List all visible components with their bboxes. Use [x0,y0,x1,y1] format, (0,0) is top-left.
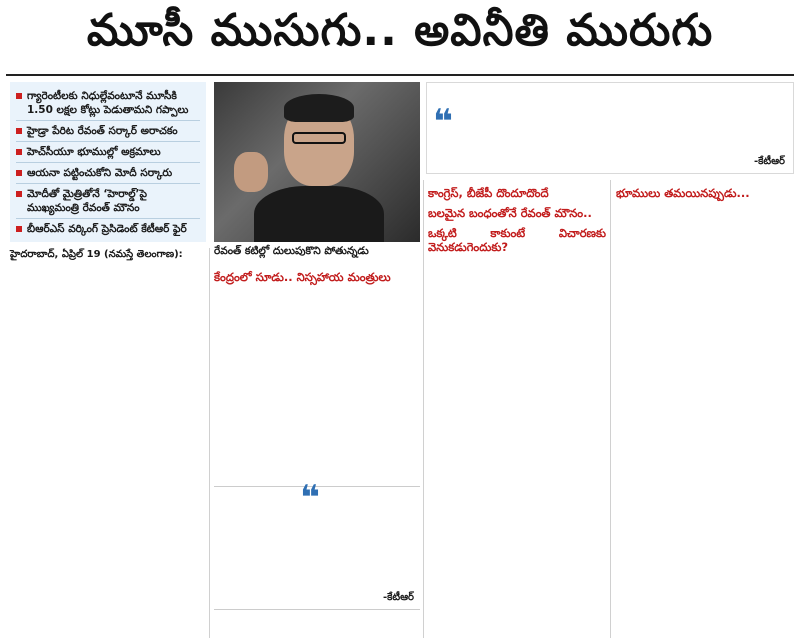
photo-body-shape [254,186,384,242]
bullet-item [16,86,200,121]
photo-glasses-shape [292,132,346,144]
column-1 [10,248,206,638]
column-divider [423,180,424,638]
photo-hand-shape [234,152,268,192]
bullet-item [16,163,200,184]
bullet-marker-icon [16,170,22,176]
bullet-text: గ్యారెంటీలకు నిధుల్లేవంటూనే మూసీకి 1.50 లక్షల కోట్లు పెడుతామని గప్పాలు [27,90,189,116]
bullet-item [16,121,200,142]
column-divider [209,248,210,638]
article-dateline: హైదరాబాద్, ఏప్రిల్ 19 (నమస్తే తెలంగాణ): [10,249,183,260]
bullet-marker-icon [16,191,22,197]
page-headline: మూసీ ముసుగు.. అవినీతి మురుగు [86,5,714,56]
bullet-item [16,184,200,219]
inline-quote-author: -కేటీఆర్ [382,592,414,603]
photo-hair-shape [284,94,354,122]
bullet-points-box [10,82,206,242]
bullet-text: మోదీతో మైత్రితోనే ‘హెరాల్డ్’పై ముఖ్యమంత్రి రేవంత్ మౌనం [27,188,147,214]
section-subhead: కేంద్రంలో సూడు.. నిస్సహాయ మంత్రులు [214,270,391,284]
bullet-text: హెచ్‌సీయూ భూముల్లో అక్రమాలు [27,146,161,158]
bullet-text: హైడ్రా పేరిట రేవంత్ సర్కార్ అరాచకం [27,125,178,137]
bullet-marker-icon [16,93,22,99]
bullet-marker-icon [16,149,22,155]
bullet-marker-icon [16,226,22,232]
section-subhead: బలమైన బంధంతోనే రేవంత్ మౌనం.. [428,206,592,220]
headline-rule [6,74,794,76]
inline-quote-box [214,478,420,610]
column-3 [428,180,606,638]
quote-mark-icon: ❝ [300,478,320,518]
section-subhead: ఒక్కటి కాకుంటే విచారణకు వెనుకడుగెందుకు? [428,226,606,254]
section-subhead: భూములు తమయినప్పుడు... [616,186,750,200]
column-2 [214,264,420,484]
ktr-photo [214,82,420,242]
bullet-marker-icon [16,128,22,134]
section-subhead: కాంగ్రెస్, బీజేపీ దొందూదొందే [428,186,549,200]
column-4 [616,180,794,638]
quote-mark-icon: ❝ [433,102,453,142]
bullet-text: ఆయనా పట్టించుకోని మోదీ సర్కారు [27,167,173,179]
bullet-text: బీఆర్‌ఎస్ వర్కింగ్ ప్రెసిడెంట్ కేటీఆర్ ఫైర్ [27,223,187,235]
top-quote-author: -కేటీఆర్ [753,156,785,167]
column-divider [610,180,611,638]
photo-caption: రేవంత్ కటిల్లో దులుపుకొని పోతున్నడు [214,245,369,257]
bullet-item [16,142,200,163]
bullet-item [16,219,200,239]
top-quote-box [426,82,794,174]
